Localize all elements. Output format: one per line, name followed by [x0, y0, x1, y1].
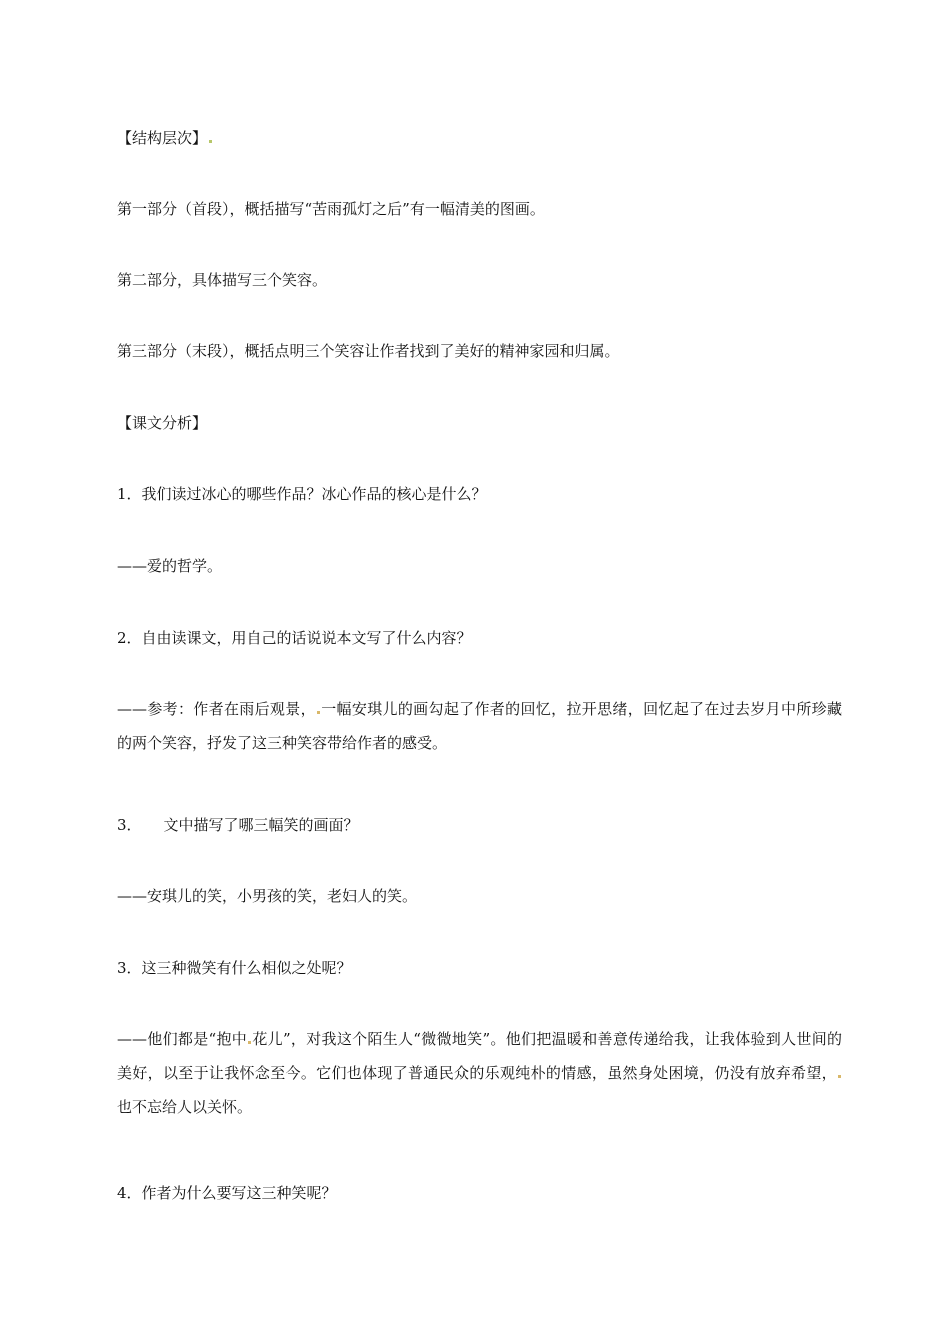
structure-heading-text: 【结构层次】	[117, 129, 208, 147]
answer-3b-text-c: 也不忘给人以关怀。	[117, 1098, 253, 1116]
question-3a-number: 3．	[117, 816, 142, 834]
structure-part3: 第三部分（末段），概括点明三个笑容让作者找到了美好的精神家园和归属。	[117, 342, 620, 360]
annotation-mark	[248, 1041, 251, 1044]
question-4: 4．作者为什么要写这三种笑呢？	[117, 1184, 337, 1202]
annotation-mark	[317, 711, 320, 714]
answer-3b-text-b: 花儿”，对我这个陌生人“微微地笑”。他们把温暖和善意传递给我，让我体验到人世间的美好，以至于让我怀念至今。它们也体现了普通民众的乐观纯朴的情感，虽然身处困境，仍没有放弃希望，	[117, 1030, 842, 1082]
question-2: 2．自由读课文，用自己的话说说本文写了什么内容？	[117, 629, 472, 647]
answer-3b-text-a: ——他们都是“抱中	[117, 1030, 248, 1048]
answer-2-text-b: 一幅安琪儿的画勾起了作者的回忆，拉开思绪，回忆起了在过去岁月中所珍藏的两个笑容，抒发了这三种笑容带给作者的感受。	[117, 700, 842, 752]
answer-2	[117, 692, 842, 760]
analysis-heading: 【课文分析】	[117, 414, 208, 432]
annotation-mark	[838, 1075, 841, 1078]
answer-3a: ——安琪儿的笑，小男孩的笑，老妇人的笑。	[117, 887, 418, 905]
structure-heading	[117, 128, 847, 148]
question-1: 1．我们读过冰心的哪些作品？冰心作品的核心是什么？	[117, 485, 487, 503]
question-3a-text: 文中描写了哪三幅笑的画面？	[163, 816, 359, 834]
answer-2-text-a: ——参考：作者在雨后观景，	[117, 700, 316, 718]
question-3a	[117, 815, 847, 835]
answer-1: ——爱的哲学。	[117, 557, 223, 575]
answer-3b	[117, 1022, 842, 1124]
structure-part2: 第二部分，具体描写三个笑容。	[117, 271, 328, 289]
annotation-mark	[209, 140, 212, 143]
question-3b: 3．这三种微笑有什么相似之处呢？	[117, 959, 352, 977]
structure-part1: 第一部分（首段），概括描写“苦雨孤灯之后”有一幅清美的图画。	[117, 200, 545, 218]
